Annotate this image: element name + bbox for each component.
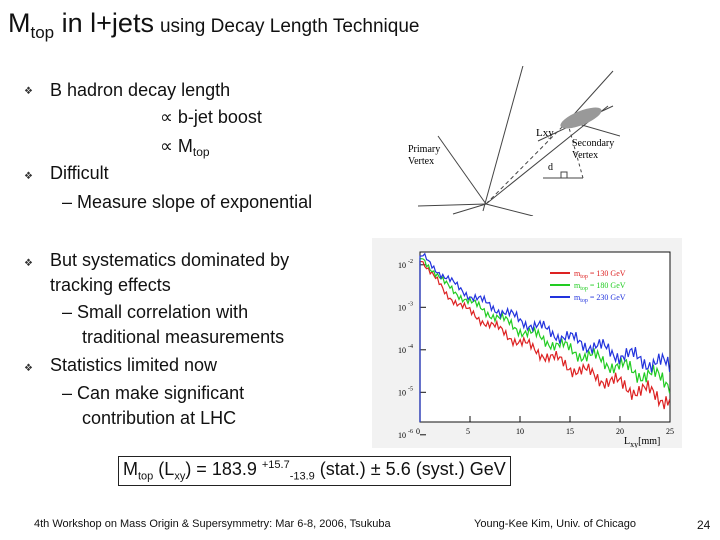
x-axis-label-sub: xy — [630, 440, 639, 448]
legend-name-sub: top — [580, 298, 588, 304]
x-tick-label: 0 — [416, 427, 420, 436]
bullet-4-dash-2: contribution at LHC — [82, 408, 237, 428]
result-prefix-sub: top — [138, 470, 154, 483]
y-tick-label: 10 — [398, 388, 406, 398]
y-tick-label: 10 — [398, 303, 406, 313]
bullet-diamond-icon: ❖ — [24, 86, 33, 97]
bullet-1-line-2 — [160, 136, 210, 159]
legend-name: m — [574, 293, 581, 302]
bullet-3-line-2: tracking effects — [50, 275, 171, 295]
bullet-2: Difficult — [50, 163, 109, 183]
result-sub: -13.9 — [289, 470, 315, 483]
y-tick-exponent: -5 — [408, 386, 413, 393]
bullet-4-dash-1: – Can make significant — [62, 383, 245, 403]
secondary-vertex-label: Secondary — [572, 138, 615, 149]
x-tick-label: 15 — [566, 427, 574, 436]
x-axis-label — [624, 436, 660, 448]
bullet-4: Statistics limited now — [50, 355, 218, 375]
bullet-1-line-1: ∝ b-jet boost — [160, 107, 262, 127]
page-number: 24 — [697, 518, 711, 532]
legend-name-tail: = 180 GeV — [587, 281, 626, 290]
lxy-label: Lxy — [536, 127, 554, 139]
legend-name: m — [574, 281, 581, 290]
legend-name-sub: top — [580, 274, 588, 280]
result-mid-sub: xy — [174, 470, 186, 483]
y-tick-exponent: -2 — [408, 258, 413, 265]
legend-name-sub: top — [580, 286, 588, 292]
x-tick-label: 5 — [466, 427, 470, 436]
bullet-3-dash-1: – Small correlation with — [62, 302, 249, 322]
legend-name: m — [574, 269, 581, 278]
result-sup: +15.7 — [261, 459, 290, 471]
y-tick-label: 10 — [398, 430, 406, 440]
y-tick-label: 10 — [398, 260, 406, 270]
bullet-3-dash-2: traditional measurements — [82, 327, 285, 347]
y-tick-exponent: -6 — [408, 428, 413, 435]
decay-length-chart — [372, 238, 682, 448]
bullet-3: But systematics dominated by — [50, 250, 290, 270]
bullet-1-line-2-sub: top — [192, 145, 210, 159]
title-m: M — [8, 8, 31, 38]
footer-author: Young-Kee Kim, Univ. of Chicago — [474, 518, 637, 530]
result-formula — [118, 456, 511, 486]
y-tick-label: 10 — [398, 345, 406, 355]
d-label: d — [548, 162, 553, 173]
x-tick-label: 25 — [666, 427, 674, 436]
bullet-diamond-icon: ❖ — [24, 258, 33, 269]
secondary-vertex-label: Vertex — [572, 150, 599, 161]
bullet-diamond-icon: ❖ — [24, 171, 33, 182]
y-tick-exponent: -3 — [408, 301, 413, 308]
footer-workshop: 4th Workshop on Mass Origin & Supersymmetry: Mar 6-8, 2006, Tsukuba — [34, 518, 391, 530]
decay-vertex-diagram — [398, 66, 620, 216]
result-prefix: M — [123, 459, 138, 479]
page-title — [8, 8, 419, 43]
title-subscript: top — [30, 23, 55, 42]
title-rest: using Decay Length Technique — [159, 16, 420, 37]
bullet-diamond-icon: ❖ — [24, 363, 33, 374]
title-mid: in l+jets — [54, 8, 154, 38]
bullet-1: B hadron decay length — [50, 80, 231, 100]
x-tick-label: 10 — [516, 427, 524, 436]
result-tail: (stat.) ± 5.6 (syst.) GeV — [314, 459, 506, 479]
primary-vertex-label: Primary — [408, 144, 441, 155]
y-tick-exponent: -4 — [408, 343, 413, 350]
x-axis-label-unit: [mm] — [638, 436, 661, 447]
legend-name-tail: = 230 GeV — [587, 293, 626, 302]
primary-vertex-label: Vertex — [408, 156, 435, 167]
bullet-2-dash-1: – Measure slope of exponential — [62, 192, 313, 212]
bullet-1-line-2-text: ∝ M — [160, 136, 193, 156]
result-value: ) = 183.9 — [185, 459, 262, 479]
x-axis-label-main: L — [624, 436, 631, 447]
x-tick-label: 20 — [616, 427, 624, 436]
result-mid: (L — [153, 459, 175, 479]
legend-name-tail: = 130 GeV — [587, 269, 626, 278]
